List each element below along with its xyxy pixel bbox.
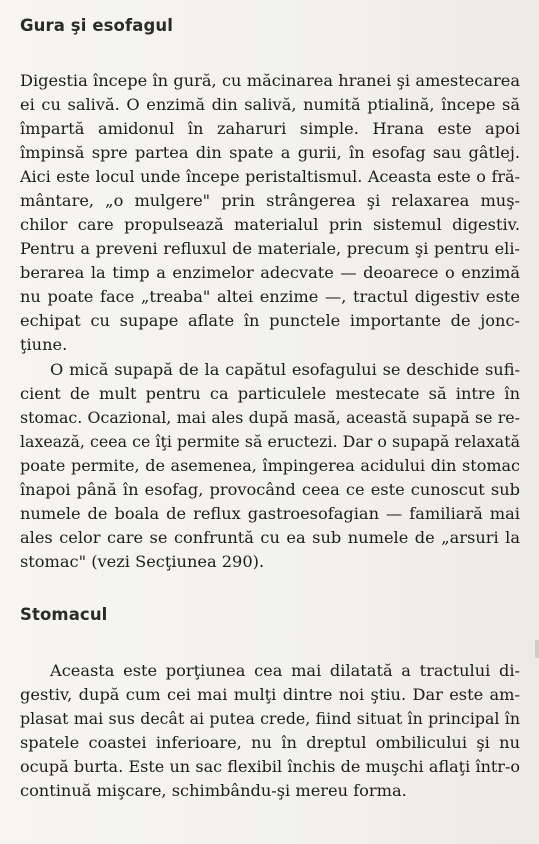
text-line: stomac. Ocazional, mai ales după masă, această supapă se re- <box>20 408 520 427</box>
text-line: împartă amidonul în zaharuri simple. Hrana este apoi <box>20 119 520 138</box>
text-line: ei cu salivă. O enzimă din salivă, numită ptialină, începe să <box>20 95 520 114</box>
text-line: spatele coastei inferioare, nu în dreptul ombilicului şi nu <box>20 733 520 752</box>
text-line: plasat mai sus decât ai putea crede, fiind situat în principal în <box>20 709 520 728</box>
text-line: Aici este locul unde începe peristaltismul. Aceasta este o fră- <box>20 167 520 186</box>
text-line: Digestia începe în gură, cu măcinarea hranei şi amestecarea <box>20 71 520 90</box>
text-line: Aceasta este porţiunea cea mai dilatată a tractului di- <box>50 661 520 680</box>
text-line: chilor care propulsează materialul prin sistemul digestiv. <box>20 215 520 234</box>
text-line: nu poate face „treaba" altei enzime —, tractul digestiv este <box>20 287 520 306</box>
text-line: mântare, „o mulgere" prin strângerea şi relaxarea muş- <box>20 191 520 210</box>
text-line: numele de boala de reflux gastroesofagian — familiară mai <box>20 504 520 523</box>
text-line: împinsă spre partea din spate a gurii, în esofag sau gâtlej. <box>20 143 520 162</box>
text-line: gestiv, după cum cei mai mulţi dintre noi ştiu. Dar este am- <box>20 685 520 704</box>
text-line: cient de mult pentru ca particulele mestecate să intre în <box>20 384 520 403</box>
text-line: Pentru a preveni refluxul de materiale, precum şi pentru eli- <box>20 239 520 258</box>
text-line: ocupă burta. Este un sac flexibil închis de muşchi aflaţi într-o <box>20 757 520 776</box>
text-line: continuă mişcare, schimbându-şi mereu forma. <box>20 781 407 800</box>
text-line: ales celor care se confruntă cu ea sub numele de „arsuri la <box>20 528 520 547</box>
text-line: berarea la timp a enzimelor adecvate — deoarece o enzimă <box>20 263 520 282</box>
text-line: înapoi până în esofag, provocând ceea ce este cunoscut sub <box>20 480 520 499</box>
text-line: ţiune. <box>20 335 68 354</box>
page-edge-mark <box>535 640 539 658</box>
text-line: poate permite, de asemenea, împingerea acidului din stomac <box>20 456 520 475</box>
section-heading: Gura şi esofagul <box>20 16 174 35</box>
section-heading: Stomacul <box>20 605 108 624</box>
text-line: laxează, ceea ce îţi permite să eructezi. Dar o supapă relaxată <box>20 432 520 451</box>
text-line: O mică supapă de la capătul esofagului se deschide sufi- <box>50 360 520 379</box>
text-line: stomac" (vezi Secţiunea 290). <box>20 552 265 571</box>
text-line: echipat cu supape aflate în punctele importante de jonc- <box>20 311 520 330</box>
